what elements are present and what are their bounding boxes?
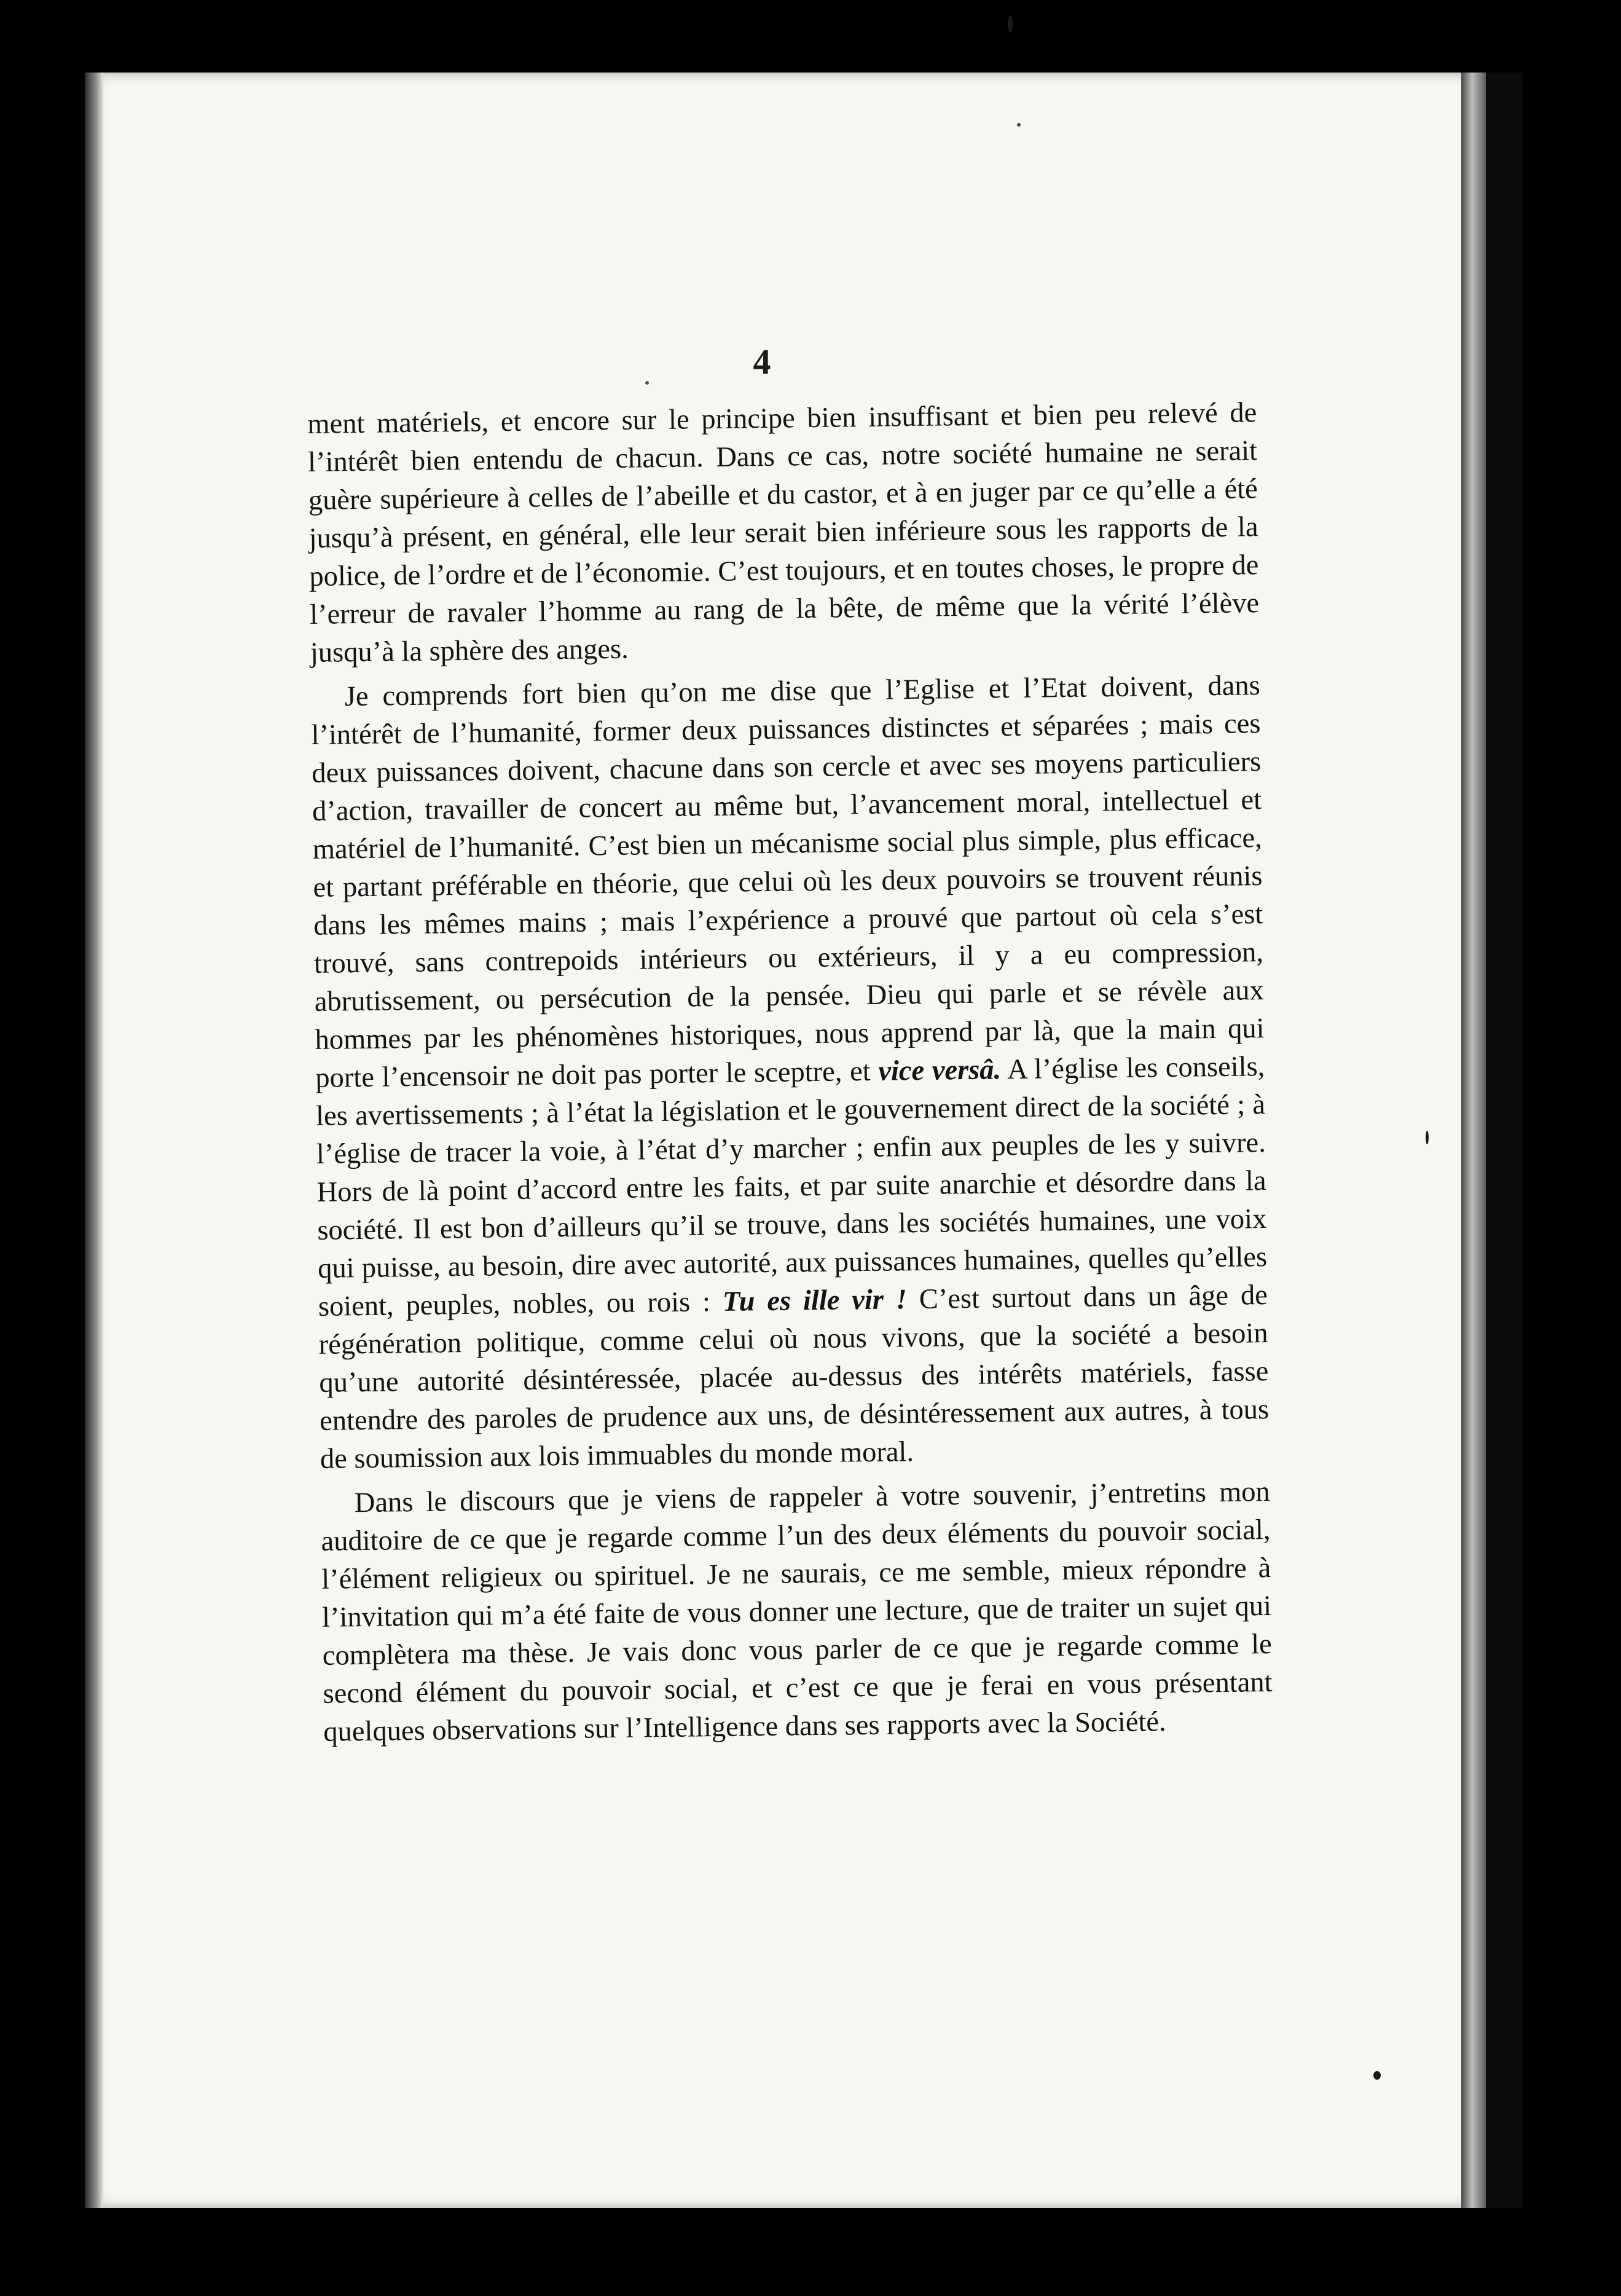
body-text (307, 394, 1273, 1758)
next-page-edge (1461, 73, 1486, 2208)
scan-border-right (1486, 73, 1523, 2208)
italic-vice-versa: vice versâ. (877, 1054, 1002, 1087)
scan-speck (1426, 1131, 1429, 1144)
italic-tu-es-ille-vir: Tu es ille vir ! (722, 1284, 908, 1318)
page-binding-edge (85, 73, 103, 2208)
paragraph-2 (310, 667, 1270, 1479)
paragraph-2-part-b: A l’église les conseils, les avertissements ; à l’état la législation et le gouvernement direct de la société ; à l’église de tracer la voie, à l’état d’y marcher ; enfin aux peuples de les y suivre. Hors de là point d’accord entre les faits, et par suite anarchie et désordre dans la société. Il est bon d’ailleurs qu’il se trouve, dans les sociétés humaines, une voix qui puisse, au besoin, dire avec autorité, aux puissances humaines, quelles qu’elles soient, peuples, nobles, ou rois : (315, 1051, 1268, 1323)
paragraph-2-part-c: C’est surtout dans un âge de régénération politique, comme celui où nous vivons, que la société a besoin qu’une autorité désintéressée, placée au-dessus des intérêts matériels, fasse entendre des paroles de prudence aux uns, de désintéressement aux autres, à tous de soumission aux lois immuables du monde moral. (318, 1280, 1270, 1475)
scan-speck (1373, 2071, 1381, 2080)
scan-speck (645, 381, 649, 385)
paragraph-3: Dans le discours que je viens de rappeler à votre souvenir, j’entretins mon auditoire de ce que je regarde comme l’un des deux éléments du pouvoir social, l’élément religieux ou spirituel. Je ne saurais, ce me semble, mieux répondre à l’invitation qui m’a été faite de vous donner une lecture, que de traiter un sujet qui complètera ma thèse. Je vais donc vous parler de ce que je regarde comme le second élément du pouvoir social, et c’est ce que je ferai en vous présentant quelques observations sur l’Intelligence dans ses rapports avec la Société. (321, 1476, 1273, 1748)
scan-speck (1017, 123, 1021, 127)
paragraph-1: ment matériels, et encore sur le principe bien insuffisant et bien peu relevé de l’intérêt bien entendu de chacun. Dans ce cas, notre société humaine ne serait guère supérieure à celles de l’abeille et du castor, et à en juger par ce qu’elle a été jusqu’à présent, en général, elle leur serait bien inférieure sous les rapports de la police, de l’ordre et de l’économie. C’est toujours, et en toutes choses, le propre de l’erreur de ravaler l’homme au rang de la bête, de même que la vérité l’élève jusqu’à la sphère des anges. (307, 397, 1260, 669)
page-number: 4 (753, 342, 771, 382)
paragraph-2-part-a: Je comprends fort bien qu’on me dise que l’Eglise et l’Etat doivent, dans l’intérêt de l’humanité, former deux puissances distinctes et séparées ; mais ces deux puissances doivent, chacune dans son cercle et avec ses moyens particuliers d’action, travailler de concert au même but, l’avancement moral, intellectuel et matériel de l’humanité. C’est bien un mécanisme social plus simple, plus efficace, et partant préférable en théorie, que celui où les deux pouvoirs se trouvent réunis dans les mêmes mains ; mais l’expérience a prouvé que partout où cela s’est trouvé, sans contrepoids intérieurs ou extérieurs, il y a eu compression, abrutissement, ou persécution de la pensée. Dieu qui parle et se révèle aux hommes par les phénomènes historiques, nous apprend par là, que la main qui porte l’encensoir ne doit pas porter le sceptre, et (311, 670, 1265, 1094)
scan-speck (1008, 15, 1013, 33)
